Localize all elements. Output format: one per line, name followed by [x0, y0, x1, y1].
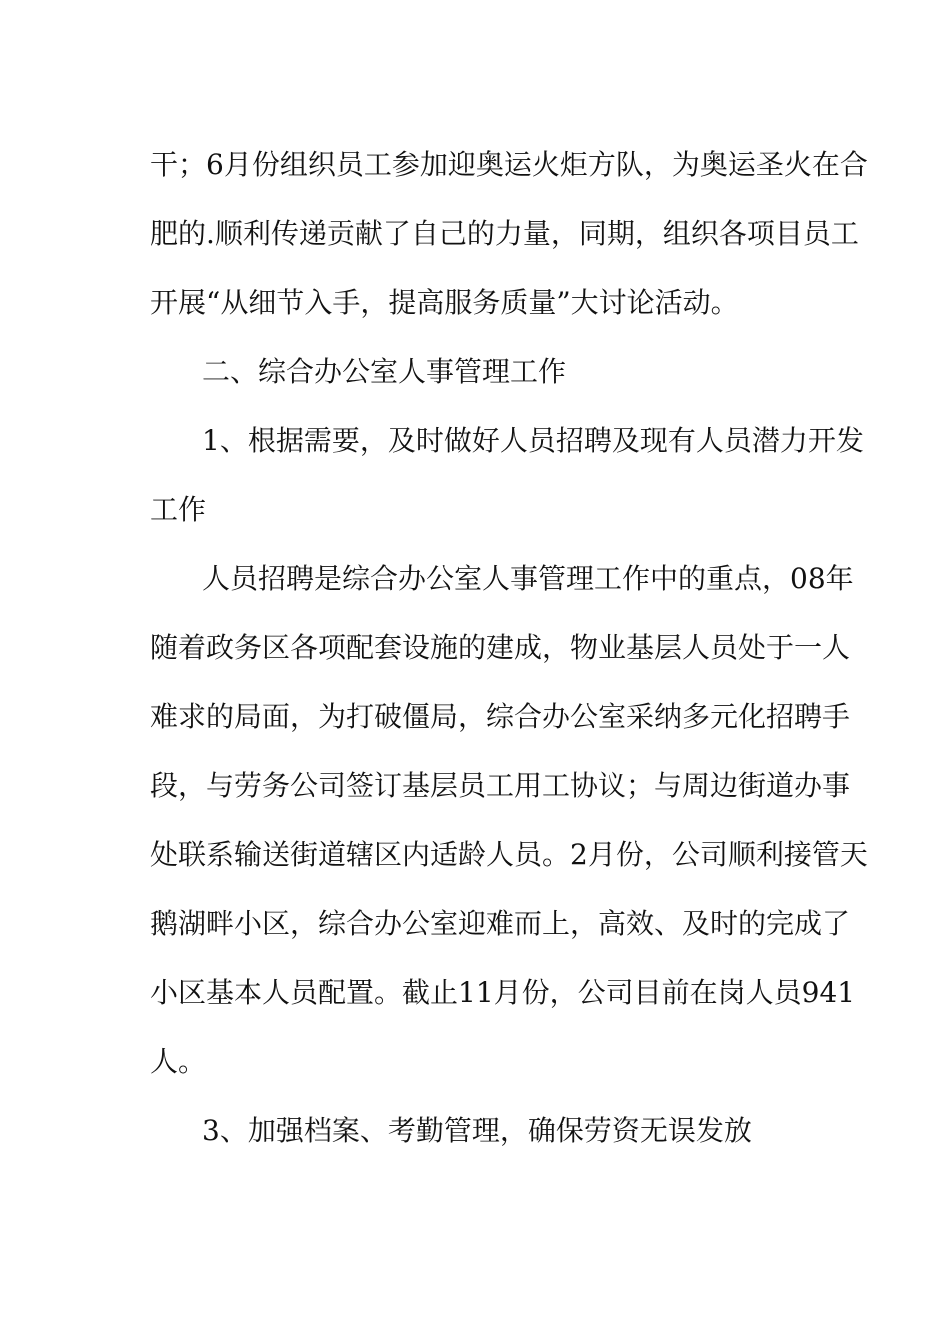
text-line: 开展“从细节入手，提高服务质量”大讨论活动。	[150, 286, 739, 319]
text-line: 人员招聘是综合办公室人事管理工作中的重点，08年	[202, 562, 854, 595]
text-line: 3、加强档案、考勤管理，确保劳资无误发放	[202, 1114, 752, 1147]
text-line: 段，与劳务公司签订基层员工用工协议；与周边街道办事	[150, 769, 851, 802]
paragraph-continuation	[150, 130, 868, 337]
text-line: 难求的局面，为打破僵局，综合办公室采纳多元化招聘手	[150, 700, 851, 733]
text-line: 工作	[150, 493, 207, 526]
text-line: 鹅湖畔小区，综合办公室迎难而上，高效、及时的完成了	[150, 907, 851, 940]
text-line: 处联系输送街道辖区内适龄人员。2月份，公司顺利接管天	[150, 838, 868, 871]
text-line: 小区基本人员配置。截止11月份，公司目前在岗人员941	[150, 976, 856, 1009]
subsection-heading-1	[150, 406, 864, 544]
text-line: 随着政务区各项配套设施的建成，物业基层人员处于一人	[150, 631, 851, 664]
text-line: 肥的.顺利传递贡献了自己的力量，同期，组织各项目员工	[150, 217, 859, 250]
text-line: 二、综合办公室人事管理工作	[202, 355, 567, 388]
subsection-heading-3	[150, 1096, 810, 1165]
document-body	[150, 130, 868, 1165]
paragraph-recruitment	[150, 544, 868, 1096]
section-heading	[150, 337, 810, 406]
text-line: 1、根据需要，及时做好人员招聘及现有人员潜力开发	[202, 424, 864, 457]
text-line: 干；6月份组织员工参加迎奥运火炬方队，为奥运圣火在合	[150, 148, 868, 181]
text-line: 人。	[150, 1045, 207, 1078]
